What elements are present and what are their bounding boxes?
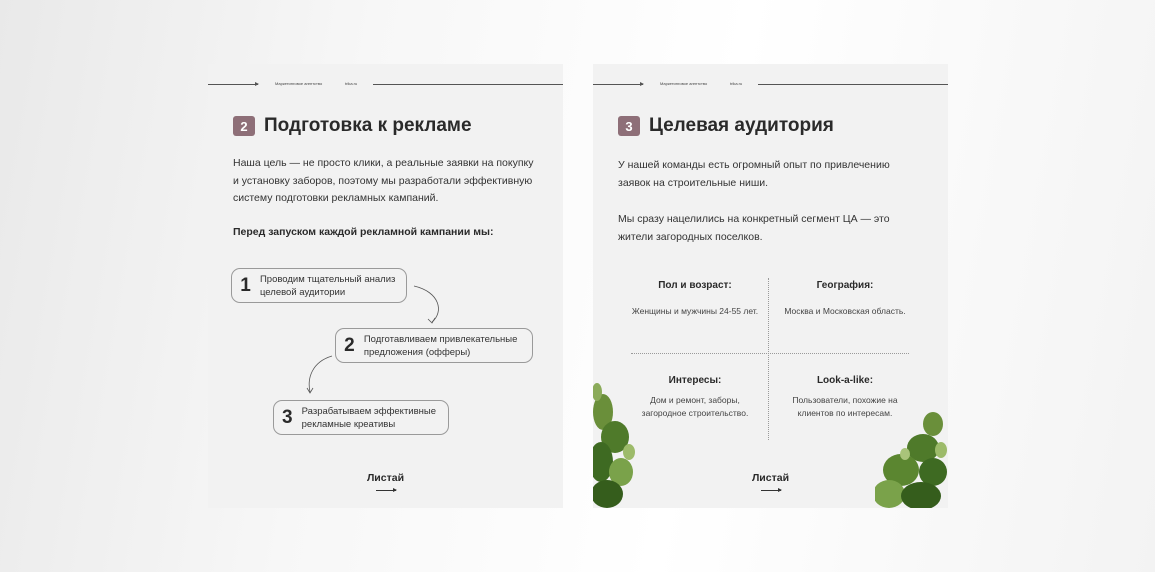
step-number: 3	[282, 406, 293, 428]
intro-paragraph: У нашей команды есть огромный опыт по привлечению заявок на строительные ниши.	[618, 159, 890, 189]
step-text: Проводим тщательный анализ целевой аудитории	[259, 273, 396, 298]
header-rule	[373, 84, 563, 85]
audience-cell-interests	[630, 375, 760, 419]
slide-heading	[618, 115, 834, 137]
foliage-right-icon	[875, 410, 948, 508]
cell-title: Интересы:	[668, 375, 722, 386]
grid-divider-vertical	[768, 278, 769, 440]
slide-number-badge: 2	[233, 116, 255, 136]
cell-title: География:	[816, 280, 874, 291]
cell-title: Look-a-like:	[816, 375, 874, 386]
slide-number-badge: 3	[618, 116, 640, 136]
intro-paragraph: Наша цель — не просто клики, а реальные заявки на покупку и установку заборов, поэтому мы разработали эффективную систему подготовки рекламных кампаний.	[233, 157, 534, 204]
arrow-right-icon	[376, 490, 396, 491]
header-line	[208, 83, 563, 87]
header-line	[593, 83, 948, 87]
header-rule	[758, 84, 948, 85]
cell-text: Пользователи, похожие на клиентов по интересам.	[792, 395, 898, 418]
slide-target-audience	[593, 64, 948, 508]
step-number: 1	[240, 274, 251, 296]
slide-heading	[233, 115, 472, 137]
header-site: trika.ru	[345, 81, 358, 86]
cell-title: Пол и возраст:	[658, 280, 732, 291]
segment-paragraph: Мы сразу нацелились на конкретный сегмент ЦА — это жители загородных поселков.	[618, 213, 890, 243]
header-agency: Маркетинговое агентство	[275, 81, 323, 86]
swipe-hint[interactable]	[593, 468, 948, 486]
swipe-label: Листай	[366, 472, 405, 484]
header-agency: Маркетинговое агентство	[660, 81, 708, 86]
cell-text: Москва и Московская область.	[784, 306, 906, 316]
header-arrow-icon	[208, 84, 258, 85]
cell-text: Дом и ремонт, заборы, загородное строительство.	[641, 395, 749, 418]
swipe-hint[interactable]	[208, 468, 563, 486]
header-site: trika.ru	[730, 81, 743, 86]
step-item-2	[335, 328, 533, 363]
slide-ad-preparation	[208, 64, 563, 508]
arrow-right-icon	[761, 490, 781, 491]
step-number: 2	[344, 334, 355, 356]
header-arrow-icon	[593, 84, 643, 85]
steps-subheading: Перед запуском каждой рекламной кампании мы:	[233, 226, 494, 238]
step-text: Подготавливаем привлекательные предложения (офферы)	[363, 333, 518, 358]
step-item-3	[273, 400, 449, 435]
grid-divider-horizontal	[631, 353, 909, 354]
audience-cell-geography	[780, 280, 910, 318]
audience-cell-gender-age	[630, 280, 760, 318]
slide-title: Целевая аудитория	[649, 115, 834, 136]
step-item-1	[231, 268, 407, 303]
step-text: Разрабатываем эффективные рекламные креативы	[301, 405, 437, 430]
swipe-label: Листай	[751, 472, 790, 484]
slide-title: Подготовка к рекламе	[264, 115, 472, 136]
cell-text: Женщины и мужчины 24-55 лет.	[631, 306, 759, 316]
audience-cell-lookalike	[780, 375, 910, 419]
